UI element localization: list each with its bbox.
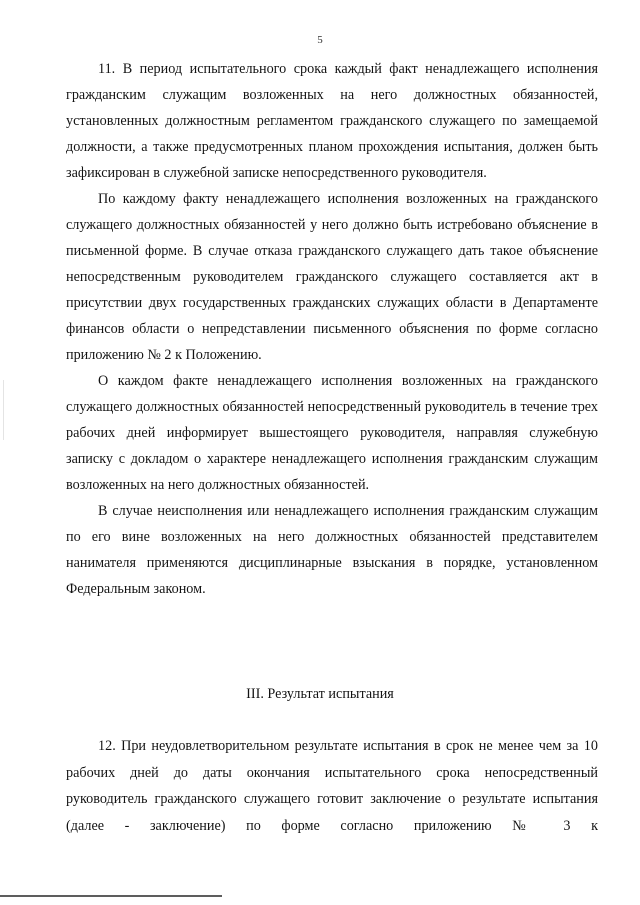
paragraph-12: 12. При неудовлетворительном результате испытания в срок не менее чем за 10 рабочих дней до даты окончания испытательного срока непосредственный руководитель гражданского служащего готовит заключение о результате испытания (далее - заключение) по форме согласно приложению № 3 к xyxy=(66,738,598,834)
body-text xyxy=(66,56,598,602)
scan-margin-mark xyxy=(3,380,4,440)
section-body xyxy=(66,733,598,839)
page-number: 5 xyxy=(317,34,323,46)
paragraph-disciplinary: В случае неисполнения или ненадлежащего исполнения гражданским служащим по его вине возложенных на него должностных обязанностей представителем нанимателя применяются дисциплинарные взыскания в порядке, установленном Федеральным законом. xyxy=(66,503,598,597)
paragraph-11: 11. В период испытательного срока каждый факт ненадлежащего исполнения гражданским служащим возложенных на него должностных обязанностей, установленных должностным регламентом гражданского служащего по замещаемой должности, а также предусмотренных планом прохождения испытания, должен быть зафиксирован в служебной записке непосредственного руководителя. xyxy=(66,61,598,181)
section-heading: III. Результат испытания xyxy=(246,686,394,702)
paragraph-informing: О каждом факте ненадлежащего исполнения возложенных на гражданского служащего должностных обязанностей непосредственный руководитель в течение трех рабочих дней информирует вышестоящего руководителя, направляя служебную записку с докладом о характере ненадлежащего исполнения гражданским служащим возложенных на него должностных обязанностей. xyxy=(66,373,598,493)
paragraph-explanation: По каждому факту ненадлежащего исполнения возложенных на гражданского служащего должностных обязанностей у него должно быть истребовано объяснение в письменной форме. В случае отказа гражданского служащего дать такое объяснение непосредственным руководителем гражданского служащего составляется акт в присутствии двух государственных гражданских служащих области в Департаменте финансов области о непредставлении письменного объяснения по форме согласно приложению № 2 к Положению. xyxy=(66,191,598,363)
scan-edge-mark xyxy=(0,895,222,897)
